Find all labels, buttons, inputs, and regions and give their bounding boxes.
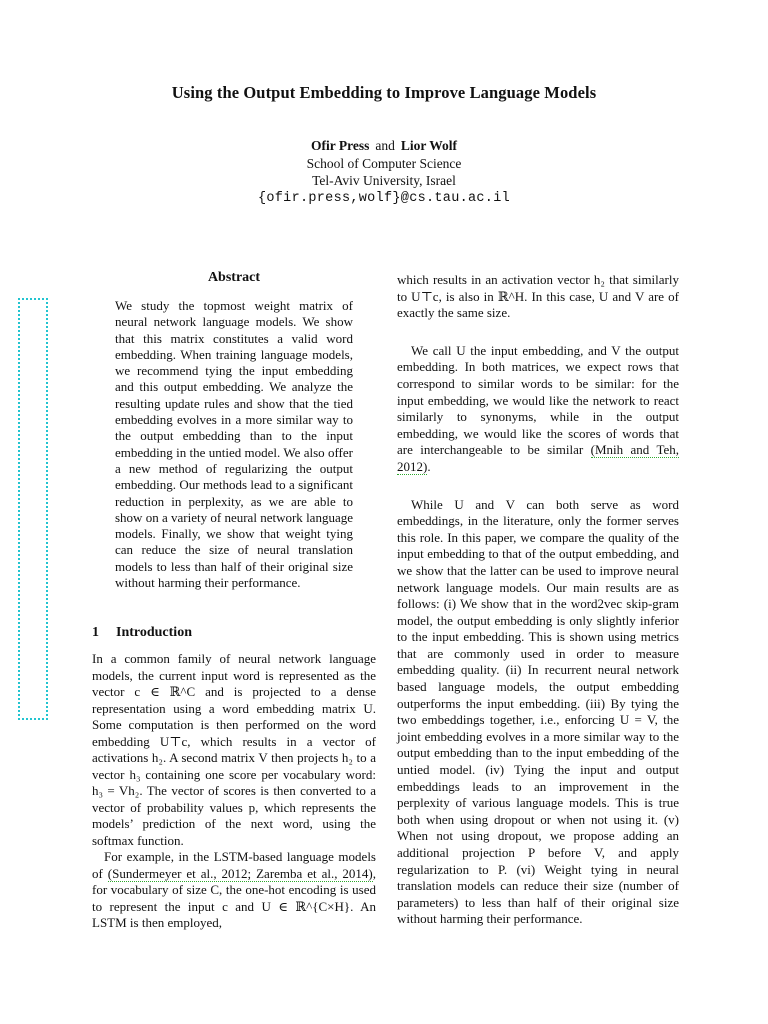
intro-p2-text-a: For example, in the LSTM-based language models of: [92, 849, 376, 881]
author-names: [0, 137, 768, 155]
arxiv-link-box[interactable]: [18, 298, 48, 720]
author-name-2: Lior Wolf: [400, 138, 457, 153]
intro-p2-text-b: , for vocabulary of size C, the one-hot encoding is used to represent the input c and U ∈ ℝ^{C×H}. An LSTM is then employed,: [92, 865, 376, 930]
intro-paragraph-1: In a common family of neural network language models, the current input word is represented as the vector c ∈ ℝ^C and is projected to a dense representation using a word embedding matrix U. Some computation is then performed on the word embedding U⊤c, which results in a vector of activations h₂. A second matrix V then projects h₂ to a vector h₃ containing one score per vocabulary word: h₃ = Vh₂. The vector of scores is then converted to a vector of probability values p, which represents the models’ prediction of the next word, using the softmax function.: [92, 651, 376, 848]
right-paragraph-3: While U and V can both serve as word embeddings, in the literature, only the former serves this role. In this paper, we compare the quality of the input embedding to that of the output embedding, and we show that the latter can be used to improve neural network language models. Our main results are as follows: (i) We show that in the word2vec skip-gram model, the output embedding is only slightly inferior to the input embedding. This is shown using metrics that are commonly used in order to measure embedding quality. (ii) In recurrent neural network based language models, the output embedding outperforms the input embedding. (iii) By tying the two embeddings together, i.e., enforcing U = V, the joint embedding evolves in a more similar way to the output embedding than to the input embedding of the untied model. (iv) Tying the input and output embeddings leads to an improvement in the perplexity of various language models. This is true both when using dropout or when not using it. (v) When not using dropout, we propose adding an additional projection P before V, and apply regularization to P. (vi) Weight tying in neural translation models can reduce their size (number of parameters) to less than half of their original size without harming their performance.: [397, 496, 679, 927]
citation-link-sundermeyer-zaremba[interactable]: (Sundermeyer et al., 2012; Zaremba et al., 2014): [107, 865, 373, 881]
left-column: [92, 651, 376, 932]
author-block: [0, 137, 768, 207]
section-number: 1: [92, 625, 99, 640]
right-p2-text-b: .: [427, 458, 431, 474]
right-p2-text-a: We call U the input embedding, and V the output embedding. In both matrices, we expect rows that correspond to similar words to be similar: for the input embedding, we would like the network to react similarly to synonyms, while in the output embedding, we would like the scores of words that are interchangeable to be similar: [397, 342, 679, 458]
right-paragraph-1: which results in an activation vector h₂ that similarly to U⊤c, is also in ℝ^H. In this case, U and V are of exactly the same size.: [397, 272, 679, 321]
citation-link-mnih-teh[interactable]: (Mnih and Teh, 2012): [397, 442, 679, 474]
section-title: Introduction: [116, 625, 192, 640]
author-and: and: [375, 138, 395, 153]
author-name-1: Ofir Press: [310, 138, 370, 153]
section-heading-introduction: [92, 625, 192, 641]
affiliation-university: Tel-Aviv University, Israel: [312, 173, 456, 188]
affiliation-school: School of Computer Science: [306, 155, 462, 171]
right-paragraph-2: [397, 343, 679, 476]
paper-title: Using the Output Embedding to Improve Language Models: [171, 83, 597, 102]
abstract-heading: Abstract: [207, 270, 261, 285]
intro-paragraph-2: [92, 849, 376, 932]
author-email: {ofir.press,wolf}@cs.tau.ac.il: [257, 190, 511, 206]
abstract-text: We study the topmost weight matrix of neural network language models. We show that this matrix constitutes a valid word embedding. When training language models, we recommend tying the input embedding and this output embedding. We analyze the resulting update rules and show that the tied embedding evolves in a more similar way to the output embedding than to the input embedding in the untied model. We also offer a new method of regularizing the output embedding. Our methods lead to a significant reduction in perplexity, as we are able to show on a variety of neural network language models. Finally, we show that weight tying can reduce the size of neural translation models to less than half of their original size without harming their performance.: [115, 298, 353, 591]
right-column: [397, 272, 679, 928]
